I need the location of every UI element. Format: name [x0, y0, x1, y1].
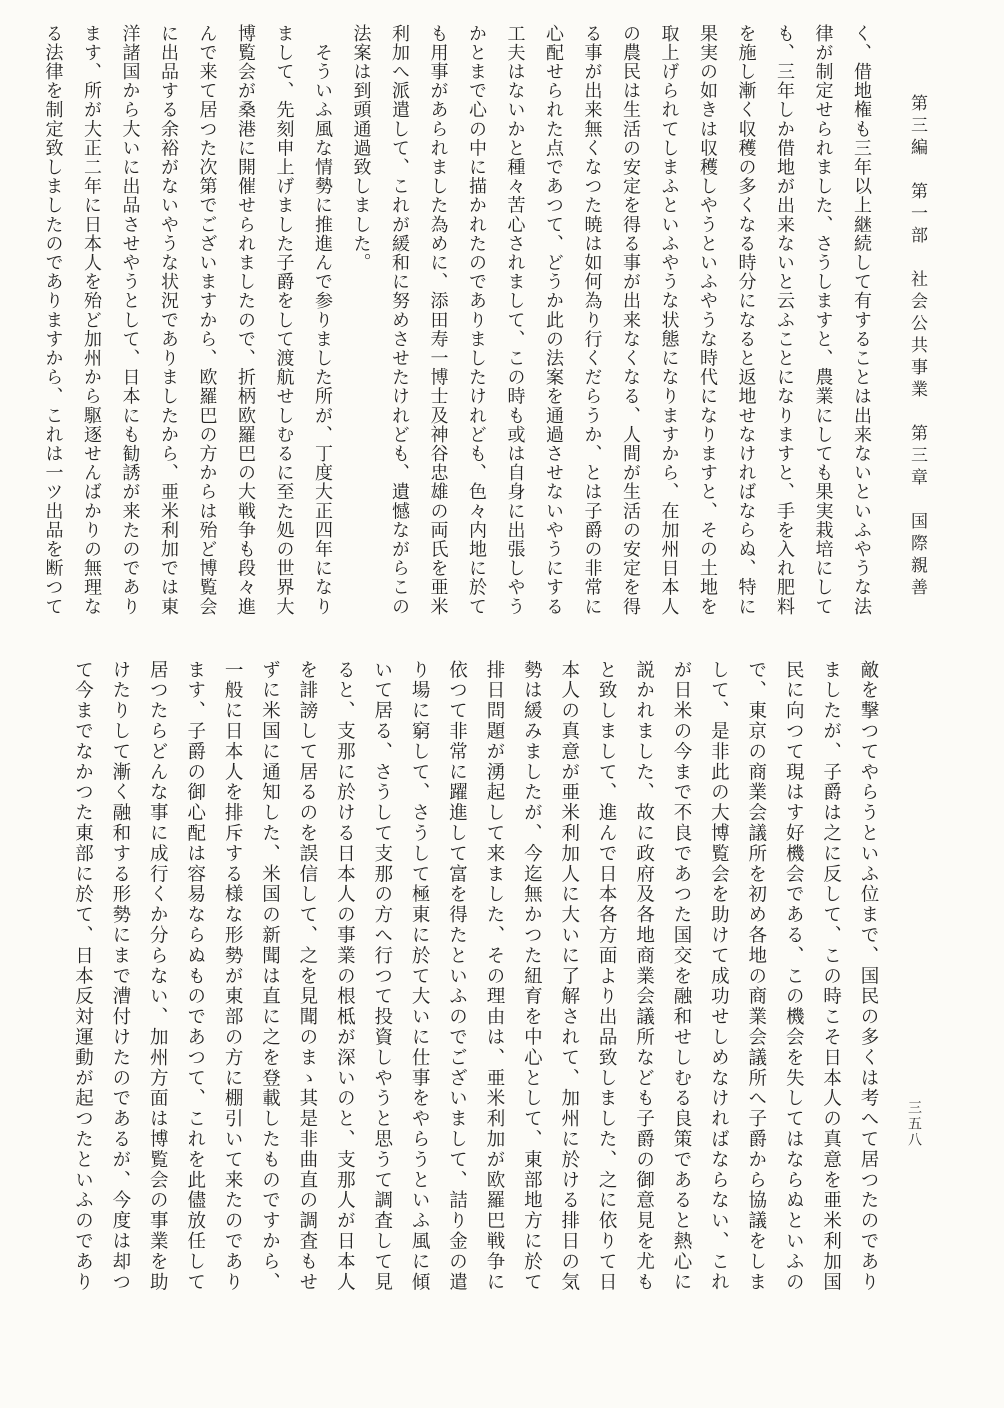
text-column: も、三年しか借地が出来ないと云ふことになりますと、手を入れ肥料	[774, 24, 795, 617]
text-column: そういふ風な情勢に推進んで参りました所が、丁度大正四年になり	[312, 24, 333, 617]
text-column: の農民は生活の安定を得る事が出来なくなる、人間が生活の安定を得	[620, 24, 641, 617]
text-column: 居つたらどんな事に成行くか分らない、加州方面は博覧会の事業を助	[147, 660, 169, 1293]
text-column: を施し漸く収穫の多くなる時分になると返地せなければならぬ、特に	[735, 24, 757, 617]
text-column: 排日問題が湧起して来ました、その理由は、亜米利加が欧羅巴戦争に	[483, 660, 505, 1293]
text-column: 心配せられた点であつて、どうか此の法案を通過させないやうにする	[543, 24, 564, 617]
text-column: 法案は到頭通過致しました。	[350, 24, 372, 273]
text-column: かとまで心の中に描かれたのでありましたけれども、色々内地に於て	[466, 24, 487, 617]
text-column: 洋諸国から大いに出品させやうとして、日本にも勧誘が来たのであり	[119, 24, 141, 617]
text-column: 律が制定せられました、さうしますと、農業にしても果実栽培にして	[812, 24, 834, 617]
text-column: 勢は緩みましたが、今迄無かつた紐育を中心として、東部地方に於て	[521, 660, 543, 1293]
text-column: と致しまして、進んで日本各方面より出品致しました、之に依りて日	[596, 660, 618, 1293]
bottom-text-block	[64, 660, 887, 1300]
chapter-header: 第三編 第一部 社会公共事業 第三章 国際親善	[907, 94, 927, 600]
text-column: 説かれました、故に政府及各地商業会議所なども子爵の御意見を尤も	[633, 660, 655, 1293]
text-column: まして、先刻申上げました子爵をして渡航せしむるに至た処の世界大	[273, 24, 295, 617]
text-column: ます、所が大正二年に日本人を殆ど加州から駆逐せんばかりの無理な	[81, 24, 102, 617]
text-column: けたりして漸く融和する形勢にまで漕付けたのであるが、今度は却つ	[109, 660, 131, 1293]
text-column: 利加へ派遣して、これが緩和に努めさせたけれども、遺憾ながらこの	[389, 24, 410, 617]
text-column: る法律を制定致しましたのでありますから、これは一ツ出品を断つて	[42, 24, 64, 617]
text-column: ましたが、子爵は之に反して、この時こそ日本人の真意を亜米利加国	[820, 660, 842, 1293]
text-column: く、借地権も三年以上継続して有することは出来ないといふやうな法	[851, 24, 872, 617]
text-column: ると、支那に於ける日本人の事業の根柢が深いのと、支那人が日本人	[334, 660, 356, 1293]
text-column: を誹謗して居るのを誤信して、之を見聞のまゝ其是非曲直の調査もせ	[296, 660, 318, 1293]
text-column: 博覧会が桑港に開催せられましたので、折柄欧羅巴の大戦争も段々進	[235, 24, 256, 617]
text-column: して、是非此の大博覧会を助けて成功せしめなければならない、これ	[708, 660, 730, 1293]
text-column: る事が出来無くなつた暁は如何為り行くだらうか、とは子爵の非常に	[581, 24, 603, 617]
text-column: も用事があられました為めに、添田寿一博士及神谷忠雄の両氏を亜米	[427, 24, 449, 617]
text-column: り場に窮して、さうして極東に於て大いに仕事をやらうといふ風に傾	[409, 660, 431, 1293]
text-column: 取上げられてしまふといふやうな状態になりますから、在加州日本人	[658, 24, 680, 617]
text-column: に出品する余裕がないやうな状況でありましたから、亜米利加では東	[158, 24, 179, 617]
text-column: 依つて非常に躍進して富を得たといふのでございまして、詰り金の遣	[446, 660, 468, 1293]
top-text-block	[33, 24, 880, 642]
text-column: 工夫はないかと種々苦心されまして、この時も或は自身に出張しやう	[504, 24, 526, 617]
text-column: て今までなかつた東部に於て、日本反対運動が起つたといふのであり	[72, 660, 94, 1293]
text-column: 本人の真意が亜米利加人に大いに了解されて、加州に於ける排日の気	[558, 660, 580, 1293]
text-column: で、東京の商業会議所を初め各地の商業会議所へ子爵から協議をしま	[745, 660, 767, 1293]
page-number: 三五八	[906, 1100, 922, 1148]
text-column: 果実の如きは収穫しやうといふやうな時代になりますと、その土地を	[697, 24, 718, 617]
text-column: ます、子爵の御心配は容易ならぬものであつて、これを此儘放任して	[184, 660, 206, 1293]
text-column: 民に向つて現はす好機会である、この機会を失してはならぬといふの	[783, 660, 805, 1293]
text-column: が日米の今まで不良であつた国交を融和せしむる良策であると熱心に	[670, 660, 692, 1293]
text-column: 敵を撃つてやらうといふ位まで、国民の多くは考へて居つたのであり	[858, 660, 879, 1293]
text-column: いて居る、さうして支那の方へ行つて投資しやうと思うて調査して見	[371, 660, 393, 1293]
text-column: 一般に日本人を排斥する様な形勢が東部の方に棚引いて来たのであり	[222, 660, 244, 1293]
text-column: ずに米国に通知した、米国の新聞は直に之を登載したものですから、	[259, 660, 281, 1293]
text-column: んで来て居つた次第でございますから、欧羅巴の方からは殆ど博覧会	[196, 24, 218, 617]
